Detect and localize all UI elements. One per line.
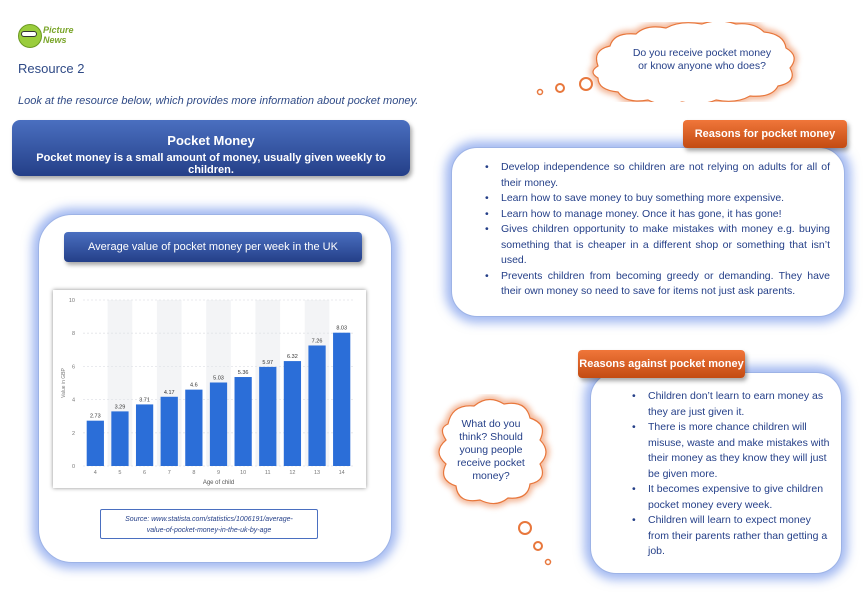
data-label: 5.97 xyxy=(262,359,274,366)
list-item: • There is more chance children will misuse, waste and make mistakes with their money as they know they will just be given more. xyxy=(632,420,830,482)
bubble-dot-small xyxy=(546,560,551,565)
bubble-dot-medium xyxy=(556,84,564,92)
reasons-against-tag: Reasons against pocket money xyxy=(578,350,745,378)
chart-frame xyxy=(53,290,366,488)
x-tick-label: 13 xyxy=(313,470,321,476)
pocket-money-subtitle: Pocket money is a small amount of money, usually given weekly to children. xyxy=(36,152,386,176)
x-axis-title: Age of child xyxy=(202,480,235,486)
x-tick-label: 10 xyxy=(240,470,247,476)
bar xyxy=(284,361,301,466)
x-tick-label: 8 xyxy=(192,470,196,476)
logo-wordmark: Picture News xyxy=(43,25,74,45)
bubble-dot-large xyxy=(580,78,592,90)
reasons-against-list xyxy=(632,389,830,560)
bubble-dot-medium xyxy=(534,542,542,550)
chart-header: Average value of pocket money per week in the UK xyxy=(64,232,362,262)
bar xyxy=(185,390,202,466)
data-label: 2.73 xyxy=(89,413,101,420)
y-tick-label: 6 xyxy=(71,364,75,371)
data-label: 4.17 xyxy=(163,389,175,396)
list-item: • Gives children opportunity to make mistakes with money e.g. buying something that is cheaper in a different shop or something that isn’t used. xyxy=(485,222,830,269)
y-axis-title: Value in GBP xyxy=(61,368,67,398)
data-label: 4.6 xyxy=(190,382,198,389)
bar xyxy=(235,377,252,466)
picture-news-logo xyxy=(18,22,88,48)
intro-text: Look at the resource below, which provides more information about pocket money. xyxy=(18,95,419,107)
list-item: • Develop independence so children are not relying on adults for all of their money. xyxy=(485,160,830,191)
y-tick-label: 4 xyxy=(71,397,75,404)
data-label: 8.03 xyxy=(336,325,348,332)
list-item: • Learn how to save money to buy something more expensive. xyxy=(485,191,830,207)
pocket-money-definition xyxy=(12,120,410,176)
x-tick-label: 4 xyxy=(93,470,97,476)
y-tick-label: 0 xyxy=(71,464,75,470)
list-item: • Prevents children from becoming greedy or demanding. They have their own money so need to save for items not just ask parents. xyxy=(485,269,830,300)
bar xyxy=(259,367,276,466)
bar xyxy=(136,404,153,466)
bar xyxy=(87,421,104,466)
x-tick-label: 7 xyxy=(167,470,171,476)
x-tick-label: 9 xyxy=(216,470,221,476)
top-bubble-text: Do you receive pocket money or know anyone who does? xyxy=(632,47,772,72)
list-item: • Children don’t learn to earn money as they are just given it. xyxy=(632,389,830,420)
data-label: 6.32 xyxy=(287,354,298,361)
bubble-dot-large xyxy=(519,522,531,534)
bar xyxy=(111,411,128,466)
data-label: 7.26 xyxy=(311,338,323,345)
resource-title: Resource 2 xyxy=(18,61,85,76)
bar-chart xyxy=(53,290,366,488)
bar xyxy=(308,345,325,466)
reasons-for-list xyxy=(485,160,830,300)
list-item: • Children will learn to expect money from their parents rather than getting a job. xyxy=(632,513,830,560)
bar xyxy=(161,397,178,466)
list-item: • It becomes expensive to give children pocket money every week. xyxy=(632,482,830,513)
y-tick-label: 2 xyxy=(71,430,75,437)
x-tick-label: 12 xyxy=(289,470,296,476)
bubble-dot-small xyxy=(538,90,543,95)
bar xyxy=(210,383,227,466)
y-tick-label: 10 xyxy=(68,298,75,304)
y-tick-label: 8 xyxy=(71,331,75,338)
data-label: 3.71 xyxy=(139,397,150,404)
reasons-for-tag: Reasons for pocket money xyxy=(683,120,847,148)
data-label: 5.36 xyxy=(237,370,249,377)
chart-source: Source: www.statista.com/statistics/1006191/average- value-of-pocket-money-in-the-uk-by-age xyxy=(100,509,318,539)
bar xyxy=(333,333,350,466)
x-tick-label: 5 xyxy=(118,470,122,476)
middle-bubble-text: What do you think? Should young people receive pocket money? xyxy=(457,418,525,482)
logo-glasses-icon xyxy=(21,31,37,37)
x-tick-label: 11 xyxy=(264,470,271,476)
list-item: • Learn how to manage money. Once it has gone, it has gone! xyxy=(485,207,830,223)
data-label: 5.03 xyxy=(213,375,224,382)
data-label: 3.29 xyxy=(114,404,126,411)
x-tick-label: 6 xyxy=(143,470,147,476)
pocket-money-title: Pocket Money xyxy=(167,133,255,148)
x-tick-label: 14 xyxy=(338,470,345,476)
